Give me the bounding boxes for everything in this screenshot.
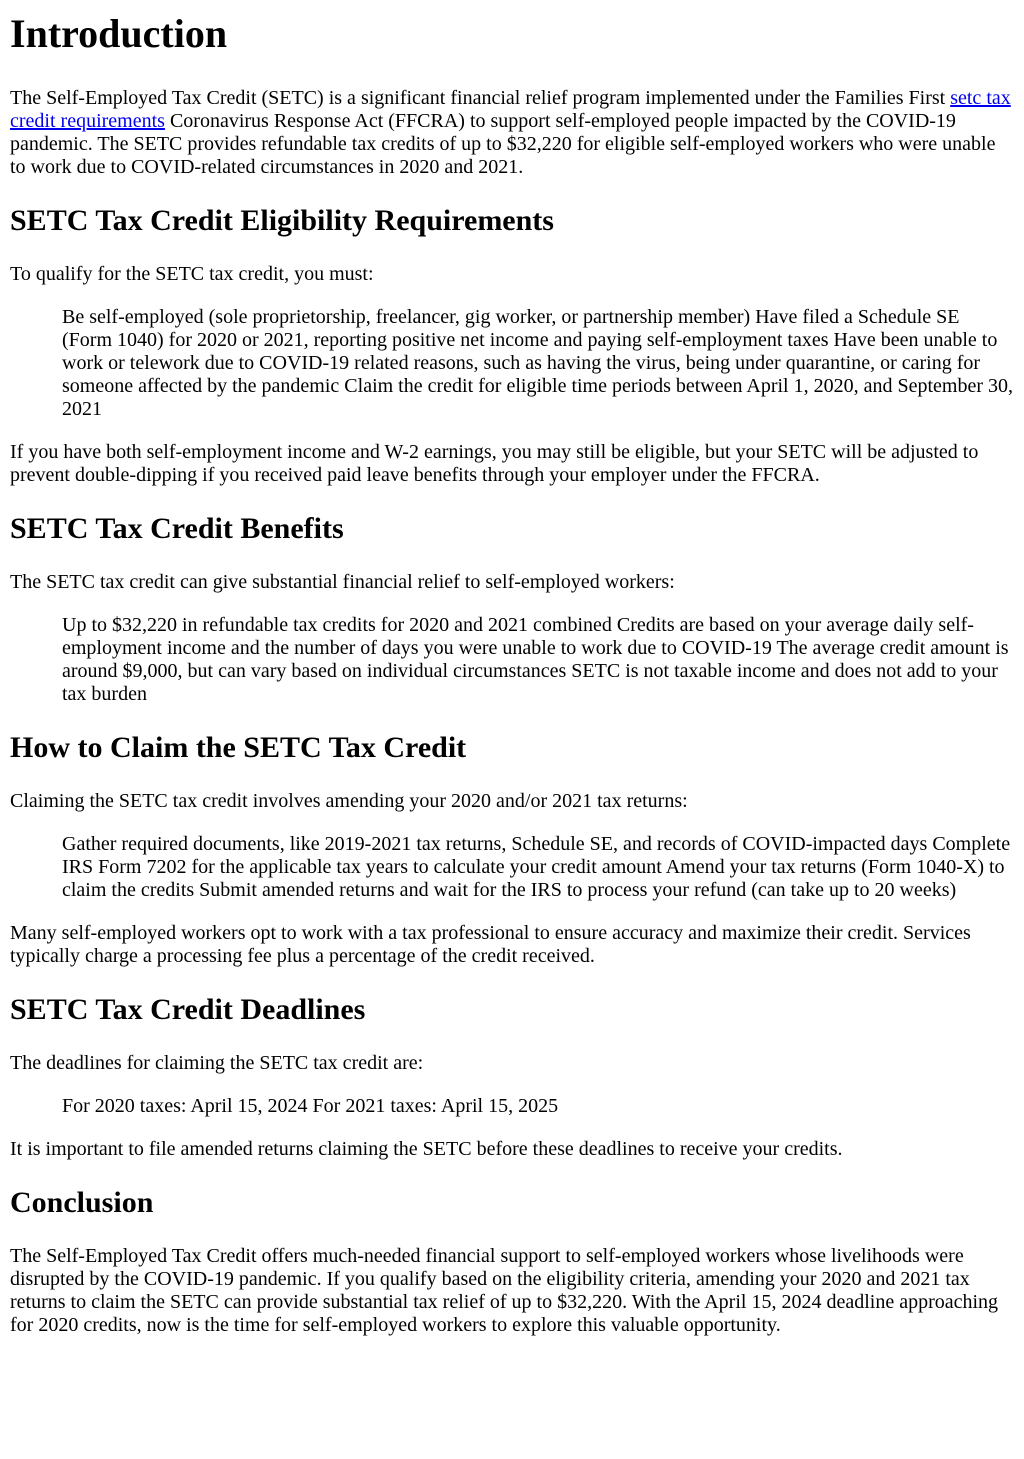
claim-lead: Claiming the SETC tax credit involves amending your 2020 and/or 2021 tax returns: — [10, 790, 688, 812]
claim-after: Many self-employed workers opt to work with a tax professional to ensure accuracy and maximize their credit. Services typically charge a processing fee plus a percentage of the credit received. — [10, 922, 971, 967]
benefits-heading: SETC Tax Credit Benefits — [10, 512, 344, 545]
setc-requirements-link[interactable]: setc tax credit requirements — [10, 87, 1011, 132]
eligibility-heading: SETC Tax Credit Eligibility Requirements — [10, 204, 554, 237]
benefits-quote: Up to $32,220 in refundable tax credits for 2020 and 2021 combined Credits are based on your average daily self-employment income and the number of days you were unable to work due to COVID-19 The average credit amount is around $9,000, but can vary based on individual circumstances SETC is not taxable income and does not add to your tax burden — [62, 614, 1009, 705]
deadlines-heading: SETC Tax Credit Deadlines — [10, 993, 366, 1026]
claim-heading: How to Claim the SETC Tax Credit — [10, 731, 467, 764]
deadlines-after: It is important to file amended returns claiming the SETC before these deadlines to receive your credits. — [10, 1138, 843, 1160]
intro-paragraph — [10, 87, 1014, 179]
intro-heading: Introduction — [10, 11, 228, 56]
deadlines-lead: The deadlines for claiming the SETC tax credit are: — [10, 1052, 424, 1074]
conclusion-paragraph: The Self-Employed Tax Credit offers much-needed financial support to self-employed workers whose livelihoods were disrupted by the COVID-19 pandemic. If you qualify based on the eligibility criteria, amending your 2020 and 2021 tax returns to claim the SETC can provide substantial tax relief of up to $32,220. With the April 15, 2024 deadline approaching for 2020 credits, now is the time for self-employed workers to explore this valuable opportunity. — [10, 1245, 999, 1336]
benefits-lead: The SETC tax credit can give substantial financial relief to self-employed workers: — [10, 571, 675, 593]
article — [0, 11, 1024, 1337]
intro-text-start: The Self-Employed Tax Credit (SETC) is a significant financial relief program implemented under the Families First — [10, 87, 951, 109]
eligibility-quote: Be self-employed (sole proprietorship, freelancer, gig worker, or partnership member) Have filed a Schedule SE (Form 1040) for 2020 or 2021, reporting positive net income and paying self-employment taxes Have been unable to work or telework due to COVID-19 related reasons, such as having the virus, being under quarantine, or caring for someone affected by the pandemic Claim the credit for eligible time periods between April 1, 2020, and September 30, 2021 — [62, 306, 1014, 420]
intro-text-end: Coronavirus Response Act (FFCRA) to support self-employed people impacted by the COVID-19 pandemic. The SETC provides refundable tax credits of up to $32,220 for eligible self-employed workers who were unable to work due to COVID-related circumstances in 2020 and 2021. — [10, 110, 996, 178]
deadlines-quote: For 2020 taxes: April 15, 2024 For 2021 taxes: April 15, 2025 — [62, 1095, 559, 1117]
eligibility-lead: To qualify for the SETC tax credit, you must: — [10, 263, 374, 285]
claim-quote: Gather required documents, like 2019-2021 tax returns, Schedule SE, and records of COVID-impacted days Complete IRS Form 7202 for the applicable tax years to calculate your credit amount Amend your tax returns (Form 1040-X) to claim the credits Submit amended returns and wait for the IRS to process your refund (can take up to 20 weeks) — [62, 833, 1011, 901]
eligibility-after: If you have both self-employment income and W-2 earnings, you may still be eligible, but your SETC will be adjusted to prevent double-dipping if you received paid leave benefits through your employer under the FFCRA. — [10, 441, 979, 486]
conclusion-heading: Conclusion — [10, 1186, 154, 1219]
